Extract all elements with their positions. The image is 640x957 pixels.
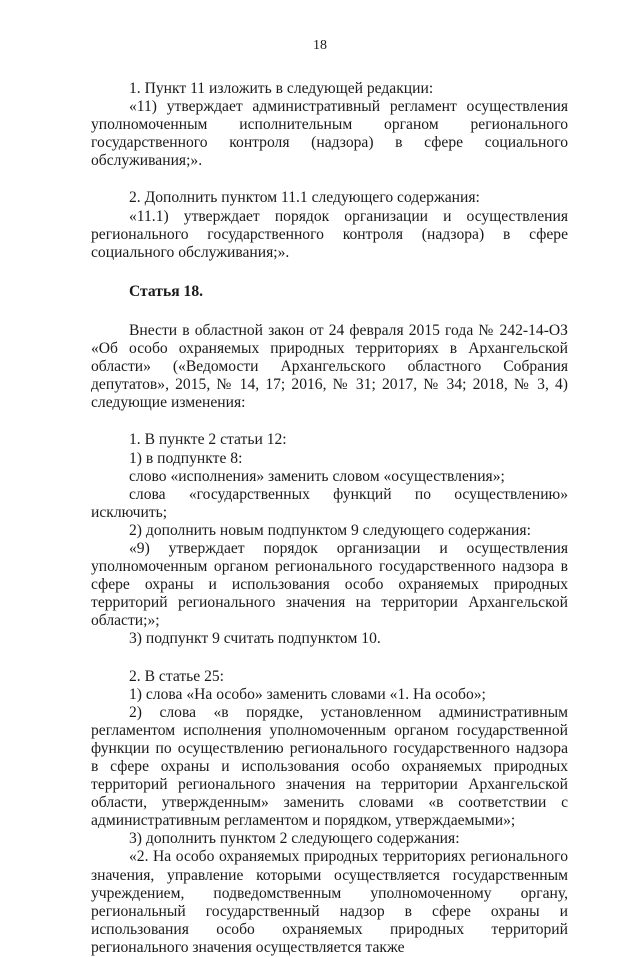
paragraph: «2. На особо охраняемых природных территориях регионального значения, управление которыми осуществляется государственным учреждением, подведомственным уполномоченному органу, региональный государственный надзор в сфере охраны и использования особо охраняемых природных территорий регионального значения осуществляется также: [91, 848, 568, 956]
paragraph: «9) утверждает порядок организации и осуществления уполномоченным органом регионального государственного надзора в сфере охраны и использования особо охраняемых природных территорий регионального значения на территории Архангельской области;»;: [91, 539, 568, 630]
paragraph: 2. Дополнить пунктом 11.1 следующего содержания:: [129, 189, 480, 207]
document-body: [91, 80, 568, 957]
page-number: 18: [313, 38, 327, 53]
paragraph: 1. В пункте 2 статьи 12:: [129, 431, 287, 449]
paragraph: 2) дополнить новым подпунктом 9 следующего содержания:: [129, 521, 531, 539]
paragraph: 3) дополнить пунктом 2 следующего содержания:: [129, 830, 460, 848]
paragraph: 2) слова «в порядке, установленном административным регламентом исполнения уполномоченным органом государственной функции по осуществлению регионального государственного надзора в сфере охраны и использования особо охраняемых природных территорий регионального значения на территории Архангельской области, утвержденным» заменить словами «в соответствии с административным регламентом и порядком, утверждаемыми»;: [91, 703, 568, 830]
paragraph: 2. В статье 25:: [129, 667, 225, 685]
paragraph: 1) в подпункте 8:: [129, 449, 243, 467]
paragraph: 3) подпункт 9 считать подпунктом 10.: [129, 630, 381, 648]
paragraph: «11.1) утверждает порядок организации и осуществления регионального государственного контроля (надзора) в сфере социального обслуживания;».: [91, 207, 568, 261]
paragraph: Внести в областной закон от 24 февраля 2015 года № 242-14-ОЗ «Об особо охраняемых природных территориях в Архангельской области» («Ведомости Архангельского областного Собрания депутатов», 2015, № 14, 17; 2016, № 31; 2017, № 34; 2018, № 3, 4) следующие изменения:: [91, 321, 568, 412]
paragraph: 1) слова «На особо» заменить словами «1. На особо»;: [129, 685, 486, 703]
paragraph-spacer: [91, 262, 568, 283]
paragraph: слова «государственных функций по осуществлению» исключить;: [91, 485, 568, 521]
article-heading: Статья 18.: [129, 282, 204, 300]
paragraph-spacer: [91, 170, 568, 189]
paragraph: «11) утверждает административный регламент осуществления уполномоченным исполнительным органом регионального государственного контроля (надзора) в сфере социального обслуживания;».: [91, 98, 568, 170]
paragraph-spacer: [91, 412, 568, 431]
paragraph-spacer: [91, 649, 568, 668]
paragraph-spacer: [91, 301, 568, 322]
paragraph: слово «исполнения» заменить словом «осуществления»;: [129, 467, 505, 485]
paragraph: 1. Пункт 11 изложить в следующей редакции:: [129, 80, 434, 97]
